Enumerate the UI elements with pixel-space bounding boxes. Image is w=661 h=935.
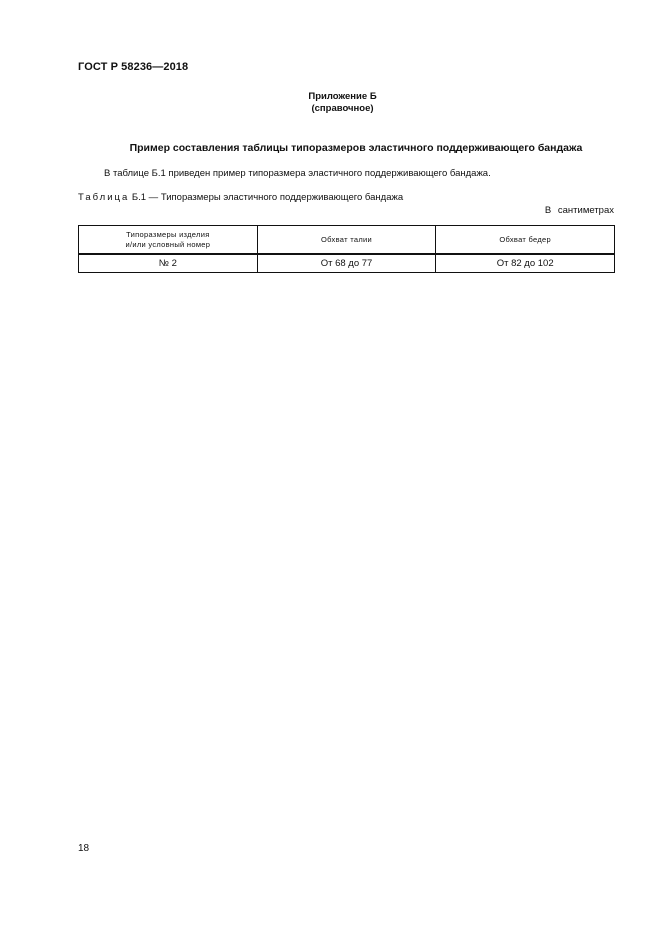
header-size-line2: и/или условный номер [125, 239, 211, 249]
header-size-line1: Типоразмеры изделия [126, 229, 210, 239]
appendix-title: Приложение Б [308, 91, 377, 102]
cell-hips: От 82 до 102 [436, 254, 615, 273]
cell-waist: От 68 до 77 [257, 254, 436, 273]
sizes-table [78, 225, 615, 273]
header-waist: Обхват талии [257, 226, 436, 255]
table-caption-text: Б.1 — Типоразмеры эластичного поддерживающего бандажа [131, 192, 404, 203]
table-caption-label: Таблица [78, 192, 130, 203]
document-code-header: ГОСТ Р 58236—2018 [78, 61, 189, 73]
header-hips: Обхват бедер [436, 226, 615, 255]
header-size [79, 226, 258, 255]
table-units: В сантиметрах [544, 205, 614, 216]
table-header-row [79, 226, 615, 255]
section-title: Пример составления таблицы типоразмеров эластичного поддерживающего бандажа [129, 142, 583, 154]
page-number: 18 [78, 843, 90, 854]
body-paragraph: В таблице Б.1 приведен пример типоразмера эластичного поддерживающего бандажа. [104, 168, 491, 179]
table-caption [78, 192, 403, 203]
cell-size: № 2 [79, 254, 258, 273]
appendix-heading [0, 91, 661, 115]
table-row [79, 254, 615, 273]
appendix-type: (справочное) [311, 103, 374, 114]
